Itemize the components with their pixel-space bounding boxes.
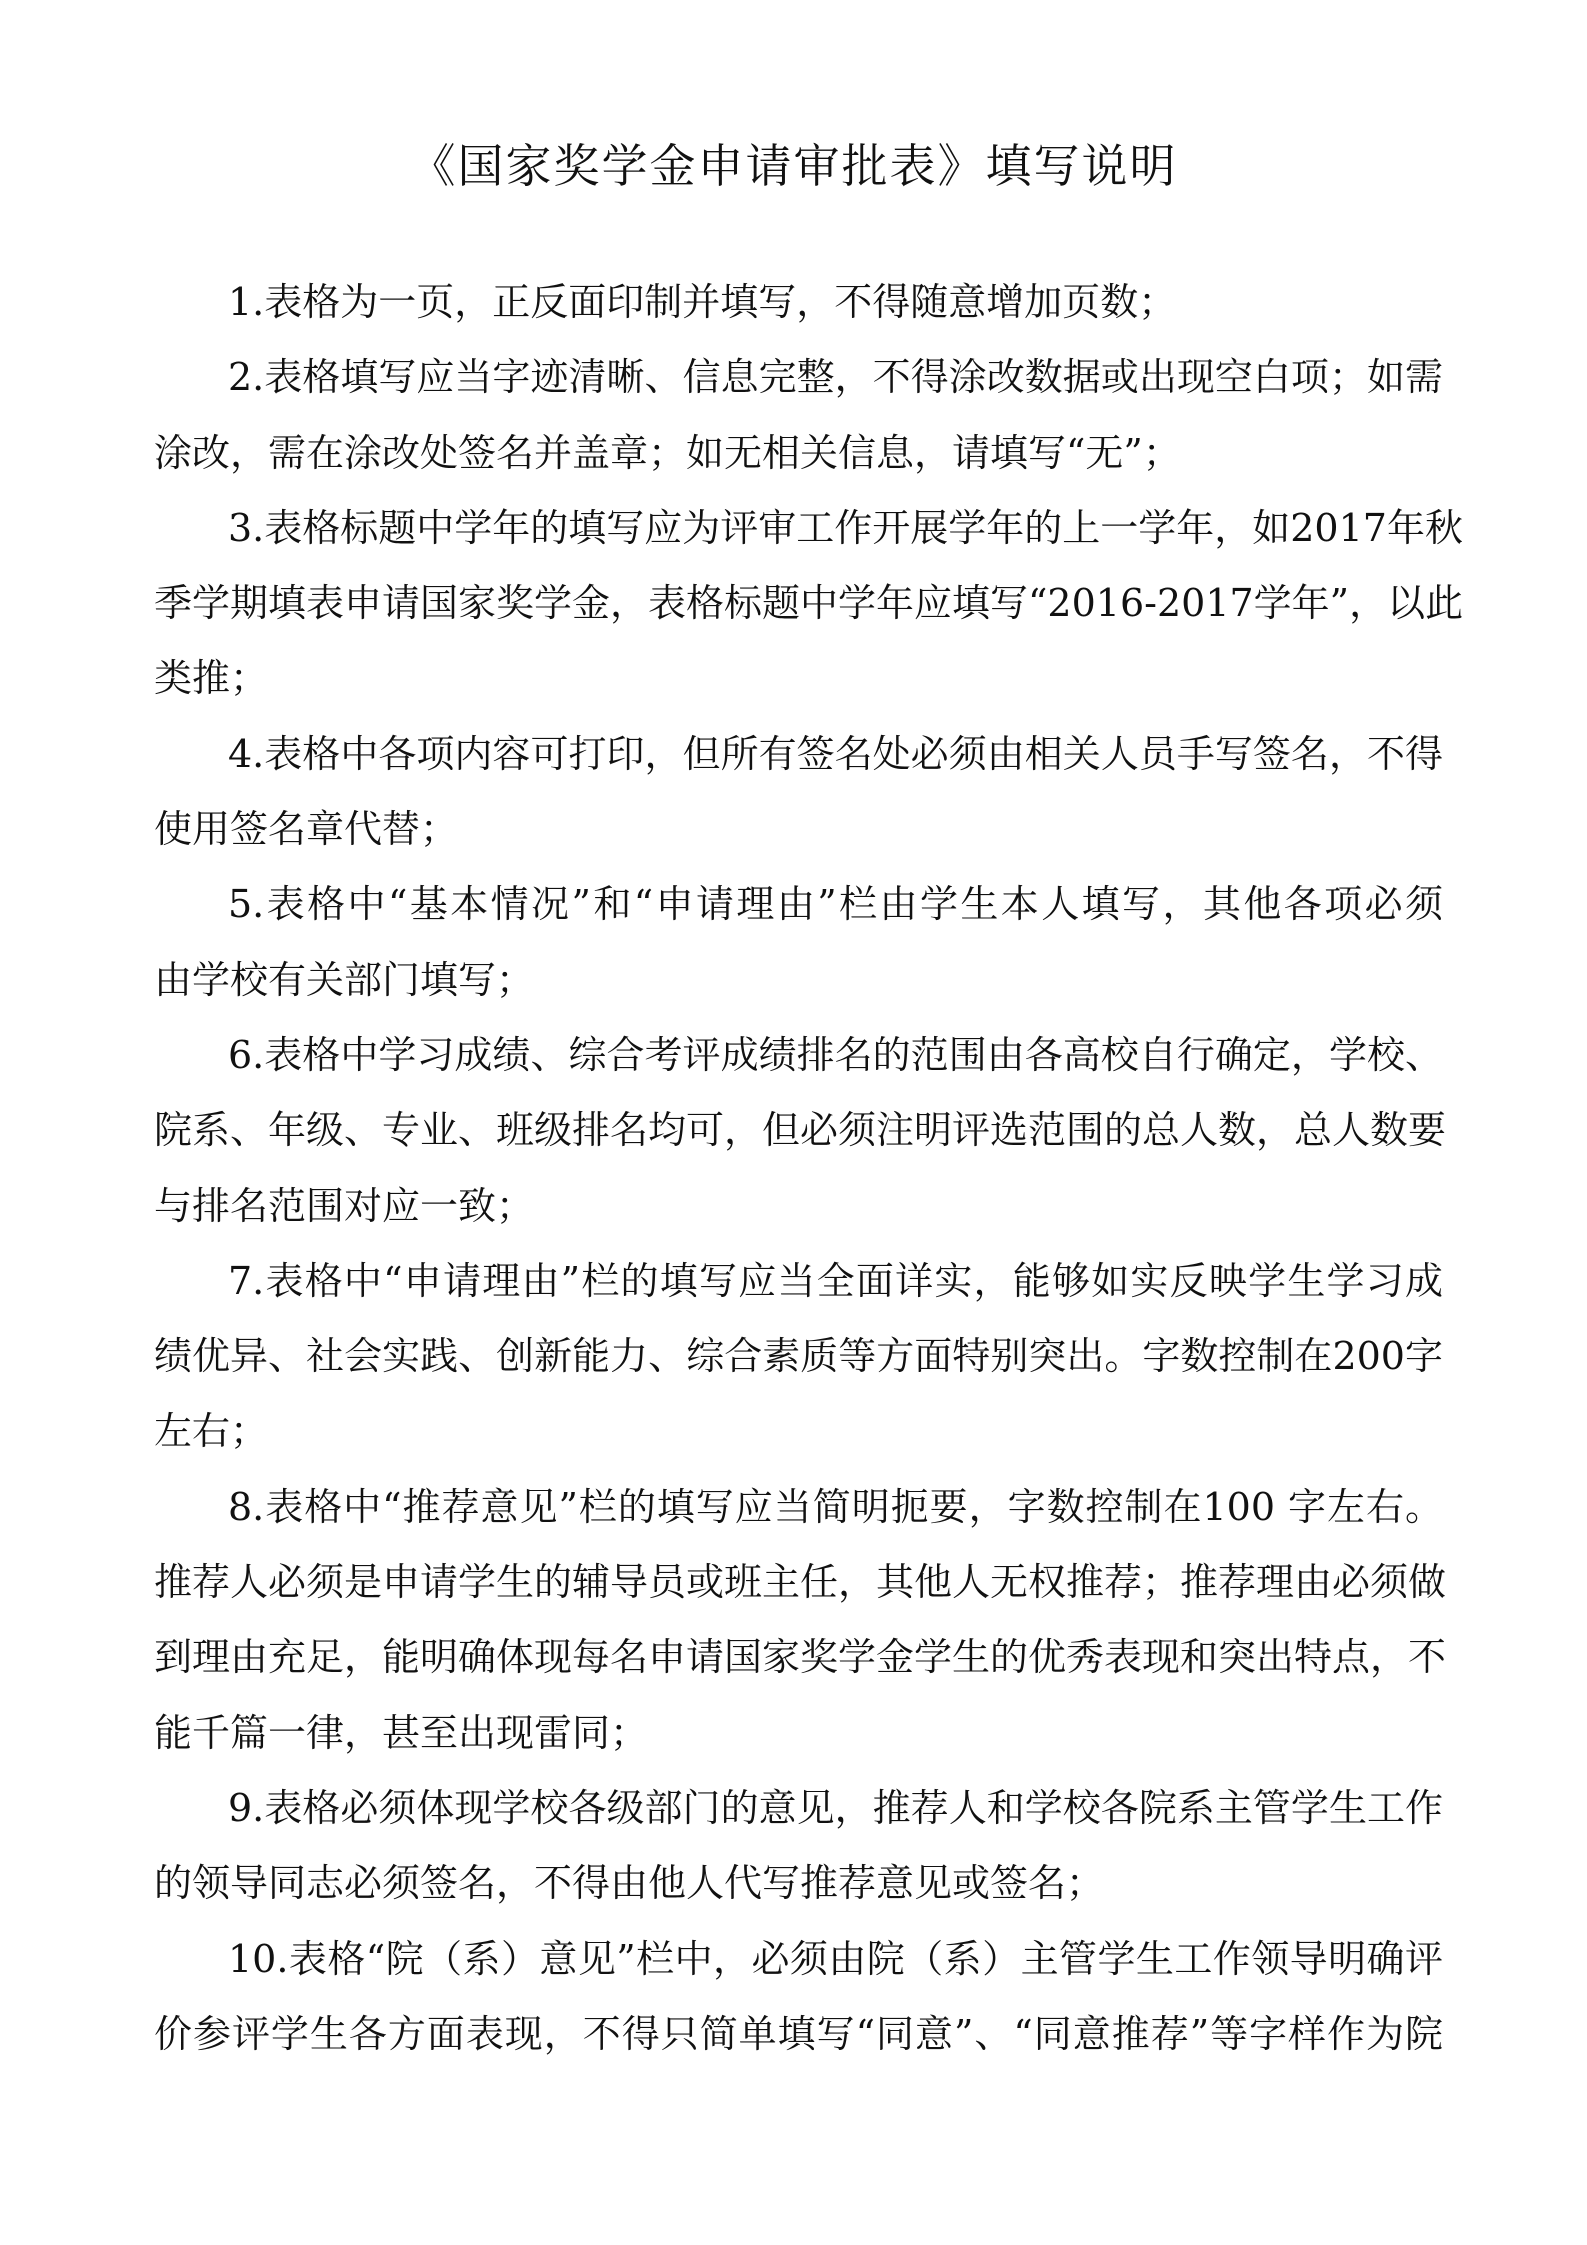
instruction-line: 推荐人必须是申请学生的辅导员或班主任，其他人无权推荐；推荐理由必须做	[154, 1560, 1447, 1605]
instruction-line: 与排名范围对应一致；	[154, 1183, 535, 1228]
instruction-line: 1.表格为一页，正反面印制并填写，不得随意增加页数；	[228, 280, 1177, 324]
instruction-line: 3.表格标题中学年的填写应为评审工作开展学年的上一学年，如2017年秋	[228, 505, 1463, 550]
instruction-line: 类推；	[154, 656, 269, 701]
instruction-item	[154, 1244, 1443, 1470]
instructions-list	[154, 265, 1464, 2072]
instruction-line: 7.表格中“申请理由”栏的填写应当全面详实，能够如实反映学生学习成	[228, 1258, 1443, 1303]
instruction-line: 院系、年级、专业、班级排名均可，但必须注明评选范围的总人数，总人数要	[154, 1108, 1447, 1153]
instruction-item	[154, 867, 1443, 1018]
instruction-line: 由学校有关部门填写；	[154, 957, 535, 1002]
instruction-line: 季学期填表申请国家奖学金，表格标题中学年应填写“2016-2017学年”，以此	[154, 581, 1464, 626]
instruction-line: 8.表格中“推荐意见”栏的填写应当简明扼要，字数控制在100 字左右。	[228, 1484, 1443, 1529]
instruction-line: 绩优异、社会实践、创新能力、综合素质等方面特别突出。字数控制在200字	[154, 1334, 1443, 1379]
instruction-line: 到理由充足，能明确体现每名申请国家奖学金学生的优秀表现和突出特点，不	[154, 1635, 1447, 1680]
instruction-line: 2.表格填写应当字迹清晰、信息完整，不得涂改数据或出现空白项；如需	[228, 355, 1443, 400]
instruction-line: 6.表格中学习成绩、综合考评成绩排名的范围由各高校自行确定，学校、	[228, 1032, 1443, 1077]
instruction-line: 10.表格“院（系）意见”栏中，必须由院（系）主管学生工作领导明确评	[228, 1936, 1443, 1981]
document-title: 《国家奖学金申请审批表》填写说明	[409, 139, 1178, 193]
instruction-line: 4.表格中各项内容可打印，但所有签名处必须由相关人员手写签名，不得	[228, 731, 1443, 776]
instruction-line: 左右；	[154, 1409, 269, 1454]
instruction-line: 9.表格必须体现学校各级部门的意见，推荐人和学校各院系主管学生工作	[228, 1785, 1443, 1830]
instruction-item	[154, 265, 1443, 340]
instruction-line: 5.表格中“基本情况”和“申请理由”栏由学生本人填写，其他各项必须	[228, 882, 1443, 927]
instruction-line: 涂改，需在涂改处签名并盖章；如无相关信息，请填写“无”；	[154, 430, 1181, 475]
instruction-line: 的领导同志必须签名，不得由他人代写推荐意见或签名；	[154, 1861, 1105, 1906]
instruction-item	[154, 1771, 1443, 1922]
instruction-item	[154, 1470, 1447, 1771]
instruction-line: 使用签名章代替；	[154, 807, 459, 852]
instruction-item	[154, 1018, 1447, 1244]
instruction-item	[154, 491, 1464, 717]
instruction-item	[154, 1922, 1443, 2073]
instruction-line: 价参评学生各方面表现，不得只简单填写“同意”、“同意推荐”等字样作为院	[154, 2011, 1443, 2056]
instruction-item	[154, 717, 1443, 868]
instruction-line: 能千篇一律，甚至出现雷同；	[154, 1710, 649, 1755]
instruction-item	[154, 340, 1443, 491]
